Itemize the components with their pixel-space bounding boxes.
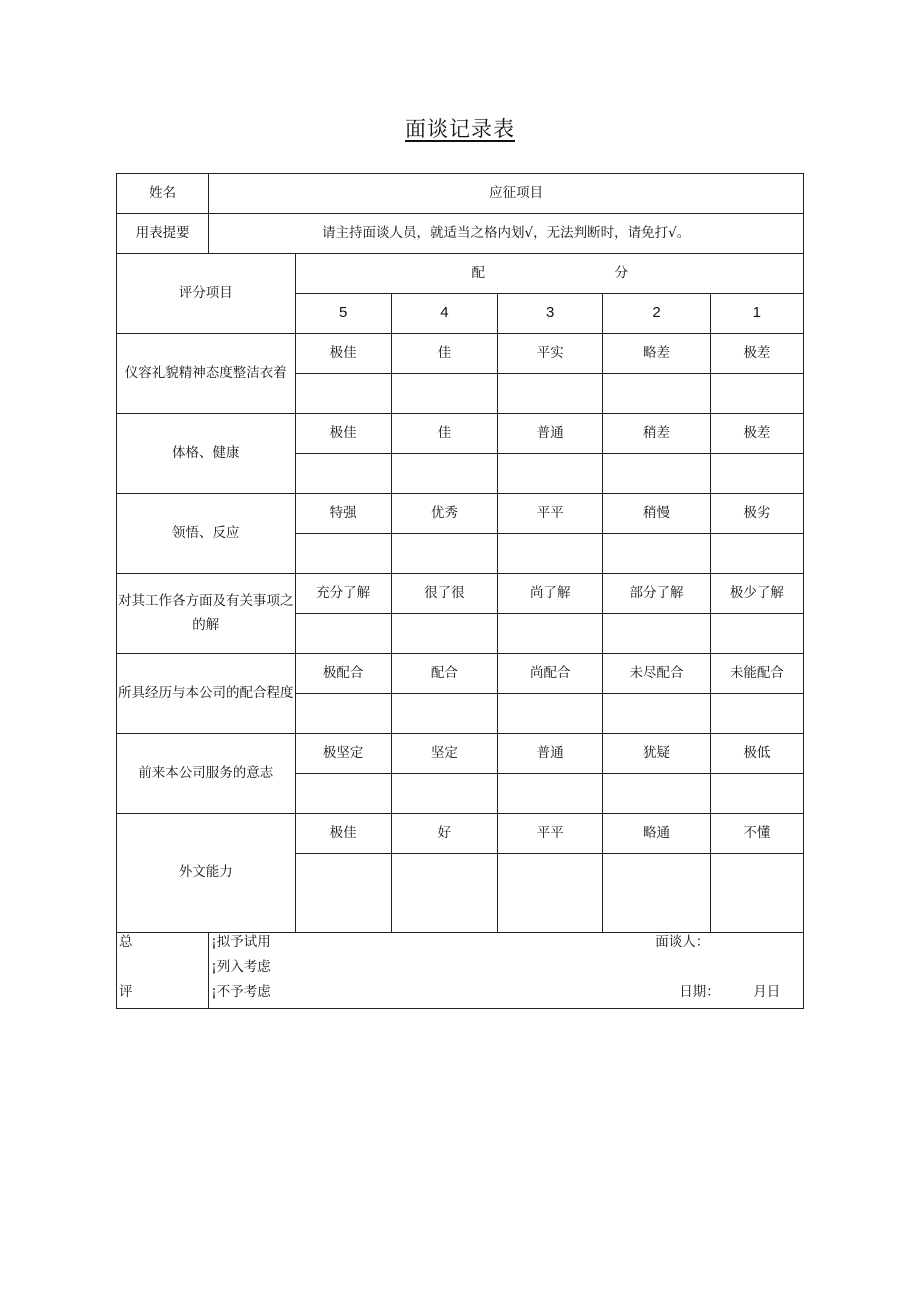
criterion-option: 极坚定 [295, 734, 391, 774]
check-cell[interactable] [391, 534, 497, 574]
check-cell[interactable] [498, 854, 603, 933]
criterion-label: 对其工作各方面及有关事项之的解 [117, 574, 296, 654]
check-cell[interactable] [295, 454, 391, 494]
criterion-option: 尚配合 [498, 654, 603, 694]
criterion-label: 仪容礼貌精神态度整洁衣着 [117, 334, 296, 414]
check-cell[interactable] [498, 694, 603, 734]
summary-content [209, 933, 804, 1009]
criterion-option: 略通 [603, 814, 710, 854]
summary-option-consider[interactable]: ¡列入考虑 [211, 959, 271, 975]
criterion-row [117, 334, 804, 374]
check-cell[interactable] [498, 614, 603, 654]
check-cell[interactable] [295, 614, 391, 654]
check-cell[interactable] [295, 774, 391, 814]
check-cell[interactable] [603, 534, 710, 574]
interview-form [116, 173, 804, 1009]
criterion-option: 未能配合 [710, 654, 803, 694]
summary-label-cell [117, 933, 209, 1009]
criterion-option: 极劣 [710, 494, 803, 534]
criterion-option: 平实 [498, 334, 603, 374]
criterion-label: 所具经历与本公司的配合程度 [117, 654, 296, 734]
criterion-row [117, 414, 804, 454]
criterion-option: 略差 [603, 334, 710, 374]
name-label: 姓名 [117, 174, 209, 214]
check-cell[interactable] [498, 534, 603, 574]
check-cell[interactable] [391, 614, 497, 654]
criterion-option: 稍慢 [603, 494, 710, 534]
criterion-option: 优秀 [391, 494, 497, 534]
criterion-option: 很了很 [391, 574, 497, 614]
criterion-row [117, 494, 804, 534]
check-cell[interactable] [710, 534, 803, 574]
month-day-label: 月日 [753, 984, 781, 1000]
criterion-row [117, 654, 804, 694]
criterion-option: 好 [391, 814, 497, 854]
criterion-option: 平平 [498, 494, 603, 534]
criterion-option: 不懂 [710, 814, 803, 854]
criterion-option: 特强 [295, 494, 391, 534]
check-cell[interactable] [498, 374, 603, 414]
criterion-option: 极配合 [295, 654, 391, 694]
score-header-part: 配 [471, 264, 486, 281]
score-value: 4 [391, 294, 497, 334]
criterion-option: 佳 [391, 414, 497, 454]
summary-label-top: 总 [119, 934, 133, 950]
score-item-label: 评分项目 [117, 254, 296, 334]
score-header-part: 分 [614, 264, 628, 281]
date-label: 日期： [679, 984, 720, 1000]
criterion-option: 极佳 [295, 334, 391, 374]
check-cell[interactable] [603, 774, 710, 814]
instructions-label: 用表提要 [117, 214, 209, 254]
check-cell[interactable] [603, 374, 710, 414]
check-cell[interactable] [391, 774, 497, 814]
criterion-option: 部分了解 [603, 574, 710, 614]
criterion-option: 极少了解 [710, 574, 803, 614]
check-cell[interactable] [710, 614, 803, 654]
criterion-option: 普通 [498, 734, 603, 774]
summary-label-bottom: 评 [119, 984, 133, 1000]
criterion-option: 极差 [710, 334, 803, 374]
check-cell[interactable] [603, 694, 710, 734]
criterion-option: 坚定 [391, 734, 497, 774]
criterion-option: 佳 [391, 334, 497, 374]
check-cell[interactable] [498, 454, 603, 494]
check-cell[interactable] [295, 854, 391, 933]
check-cell[interactable] [603, 614, 710, 654]
check-cell[interactable] [603, 854, 710, 933]
check-cell[interactable] [710, 374, 803, 414]
page-title: 面谈记录表 [405, 117, 515, 141]
check-cell[interactable] [295, 534, 391, 574]
check-cell[interactable] [710, 694, 803, 734]
criterion-label: 前来本公司服务的意志 [117, 734, 296, 814]
check-cell[interactable] [603, 454, 710, 494]
criterion-label: 体格、健康 [117, 414, 296, 494]
score-value: 1 [710, 294, 803, 334]
criterion-option: 未尽配合 [603, 654, 710, 694]
criterion-label: 领悟、反应 [117, 494, 296, 574]
check-cell[interactable] [295, 374, 391, 414]
score-header [295, 254, 803, 294]
score-header-row [117, 254, 804, 294]
criterion-option: 尚了解 [498, 574, 603, 614]
instructions-text: 请主持面谈人员，就适当之格内划√，无法判断时，请免打√。 [209, 214, 804, 254]
check-cell[interactable] [710, 454, 803, 494]
criterion-option: 普通 [498, 414, 603, 454]
check-cell[interactable] [391, 854, 497, 933]
criterion-option: 稍差 [603, 414, 710, 454]
check-cell[interactable] [391, 374, 497, 414]
check-cell[interactable] [391, 454, 497, 494]
check-cell[interactable] [710, 774, 803, 814]
check-cell[interactable] [710, 854, 803, 933]
criterion-row [117, 814, 804, 854]
criterion-row [117, 574, 804, 614]
check-cell[interactable] [295, 694, 391, 734]
summary-row [117, 933, 804, 1009]
score-value: 2 [603, 294, 710, 334]
criterion-option: 平平 [498, 814, 603, 854]
summary-option-reject[interactable]: ¡不予考虑 [211, 984, 271, 1000]
criterion-option: 极低 [710, 734, 803, 774]
position-label[interactable]: 应征项目 [209, 174, 804, 214]
criterion-label: 外文能力 [117, 814, 296, 933]
score-value: 5 [295, 294, 391, 334]
criterion-row [117, 734, 804, 774]
criterion-option: 极佳 [295, 414, 391, 454]
check-cell[interactable] [391, 694, 497, 734]
criterion-option: 配合 [391, 654, 497, 694]
score-value: 3 [498, 294, 603, 334]
summary-option-trial[interactable]: ¡拟予试用 [211, 934, 271, 950]
criterion-option: 极佳 [295, 814, 391, 854]
interviewer-label: 面谈人： [655, 934, 710, 950]
instructions-row [117, 214, 804, 254]
criterion-option: 充分了解 [295, 574, 391, 614]
check-cell[interactable] [498, 774, 603, 814]
criterion-option: 极差 [710, 414, 803, 454]
name-row [117, 174, 804, 214]
criterion-option: 犹疑 [603, 734, 710, 774]
